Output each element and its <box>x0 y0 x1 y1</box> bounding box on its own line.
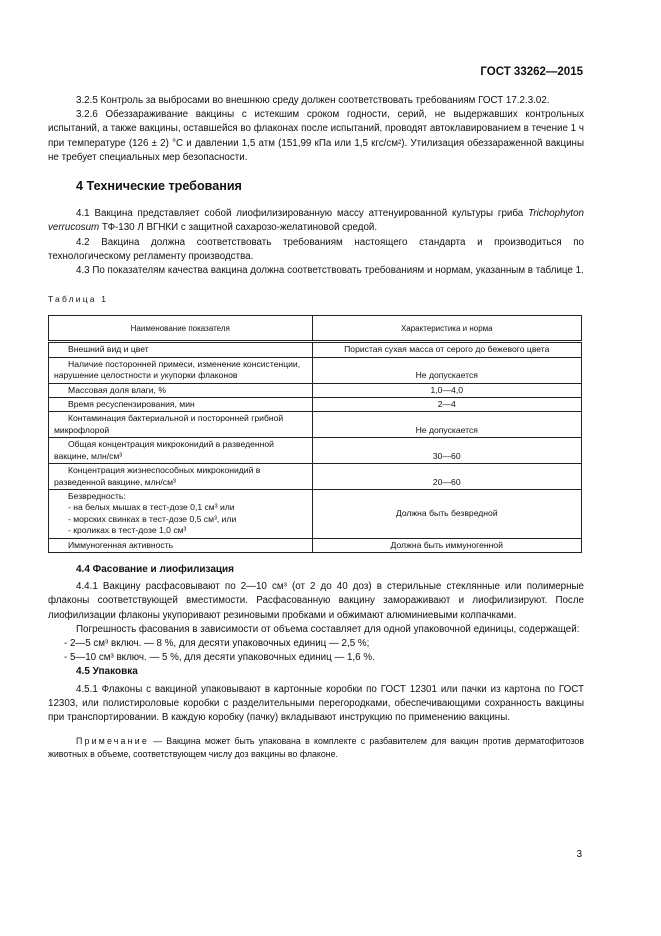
paragraph-tolerance: Погрешность фасования в зависимости от объема составляет для одной упаковочной единицы, содержащей: <box>76 623 580 635</box>
table-header-name: Наименование показателя <box>49 316 313 342</box>
row-name: Общая концентрация микроконидий в разведенной вакцине, млн/см³ <box>49 438 313 464</box>
list-item: - 5—10 см³ включ. — 5 %, для десяти упаковочных единиц — 1,6 %. <box>64 652 375 664</box>
row-value: Пористая сухая масса от серого до бежевого цвета <box>312 342 581 357</box>
section-4-4-title: 4.4 Фасование и лиофилизация <box>76 563 235 575</box>
row-name-sub: - кроликах в тест-дозе 1,0 см³ <box>68 525 187 536</box>
row-name: Время ресуспензирования, мин <box>49 398 313 412</box>
table-header-value: Характеристика и норма <box>312 316 581 342</box>
row-value: 20—60 <box>312 464 581 490</box>
list-item: - 2—5 см³ включ. — 8 %, для десяти упаковочных единиц — 2,5 %; <box>64 637 370 649</box>
row-name <box>49 489 313 538</box>
row-name-sub: - на белых мышах в тест-дозе 0,1 см³ или <box>68 502 235 513</box>
section-4-title: 4 Технические требования <box>76 179 242 194</box>
row-value: 30—60 <box>312 438 581 464</box>
row-value: Должна быть безвредной <box>312 489 581 538</box>
paragraph-4-1-start: 4.1 Вакцина представляет собой лиофилизированную массу аттенуированной культуры гриба <box>76 208 529 220</box>
table-row <box>49 538 582 552</box>
paragraph-4-5-1: 4.5.1 Флаконы с вакциной упаковывают в картонные коробки по ГОСТ 12301 или пачки из картона по ГОСТ 12303, или полистироловые коробки с разделительными перегородками, обеспечивающими сохранность вакцины при транспортировании. В каждую коробку (пачку) вкладывают инструкцию по применению вакцины. <box>48 683 584 723</box>
species-name: Trichophyton verrucosum <box>48 208 584 234</box>
page-number: 3 <box>576 849 582 860</box>
row-value: 1,0—4,0 <box>312 383 581 397</box>
paragraph-3-2-5: 3.2.5 Контроль за выбросами во внешнюю среду должен соответствовать требованиям ГОСТ 17.2.3.02. <box>76 95 550 106</box>
table-1 <box>48 315 582 553</box>
row-value: 2—4 <box>312 398 581 412</box>
row-name: Массовая доля влаги, % <box>49 383 313 397</box>
row-name: Контаминация бактериальной и посторонней грибной микрофлорой <box>49 412 313 438</box>
paragraph-4-3: 4.3 По показателям качества вакцина должна соответствовать требованиям и нормам, указанным в таблице 1. <box>76 265 584 277</box>
row-name-sub: - морских свинках в тест-дозе 0,5 см³, или <box>68 513 237 524</box>
row-value: Не допускается <box>312 412 581 438</box>
table-row <box>49 383 582 397</box>
row-value: Не допускается <box>312 357 581 383</box>
table-row <box>49 357 582 383</box>
paragraph-4-1 <box>48 207 584 235</box>
row-name: Иммуногенная активность <box>49 538 313 552</box>
row-name-title: Безвредность: <box>68 490 126 501</box>
paragraph-4-1-end: ТФ-130 Л ВГНКИ с защитной сахарозо-желатиновой средой. <box>99 222 378 234</box>
table-row <box>49 398 582 412</box>
row-name: Внешний вид и цвет <box>49 342 313 357</box>
paragraph-3-2-6: 3.2.6 Обеззараживание вакцины с истекшим сроком годности, серий, не выдержавших контрольных испытаний, а также вакцины, оставшейся во флаконах после испытаний, проводят автоклавированием в течение 1 ч при температуре (126 ± 2) °С и давлении 1,5 атм (151,99 кПа или 1,5 кгс/см²). Утилизация обеззараженной вакцины не требует специальных мер безопасности. <box>48 109 584 163</box>
table-row <box>49 464 582 490</box>
row-name: Наличие посторонней примеси, изменение консистенции, нарушение целостности и укупорки флаконов <box>49 357 313 383</box>
paragraph-4-4-1: 4.4.1 Вакцину расфасовывают по 2—10 см³ (от 2 до 40 доз) в стерильные стеклянные или полимерные флаконы соответствующей вместимости. Расфасованную вакцину замораживают и лиофилизируют. После лиофилизации флаконы укупоривают резиновыми пробками и обжимают алюминиевыми колпачками. <box>48 581 584 621</box>
document-header: ГОСТ 33262—2015 <box>480 66 583 78</box>
row-value: Должна быть иммуногенной <box>312 538 581 552</box>
row-name: Концентрация жизнеспособных микроконидий в разведенной вакцине, млн/см³ <box>49 464 313 490</box>
section-4-5-title: 4.5 Упаковка <box>76 666 138 678</box>
table-row <box>49 438 582 464</box>
tolerance-list <box>64 637 584 665</box>
table-header-row <box>49 316 582 342</box>
table-row <box>49 342 582 357</box>
note-label: Примечание <box>76 736 149 747</box>
table-row <box>49 412 582 438</box>
note <box>48 735 584 761</box>
note-text: — Вакцина может быть упакована в комплекте с разбавителем для вакцин против дерматофитозов животных в объеме, соответствующем числу доз вакцины во флаконе. <box>48 736 584 760</box>
table-row <box>49 489 582 538</box>
table-caption: Таблица 1 <box>48 294 109 305</box>
paragraph-4-2: 4.2 Вакцина должна соответствовать требованиям настоящего стандарта и производиться по технологическому регламенту производства. <box>48 236 584 262</box>
document-body <box>48 94 584 761</box>
